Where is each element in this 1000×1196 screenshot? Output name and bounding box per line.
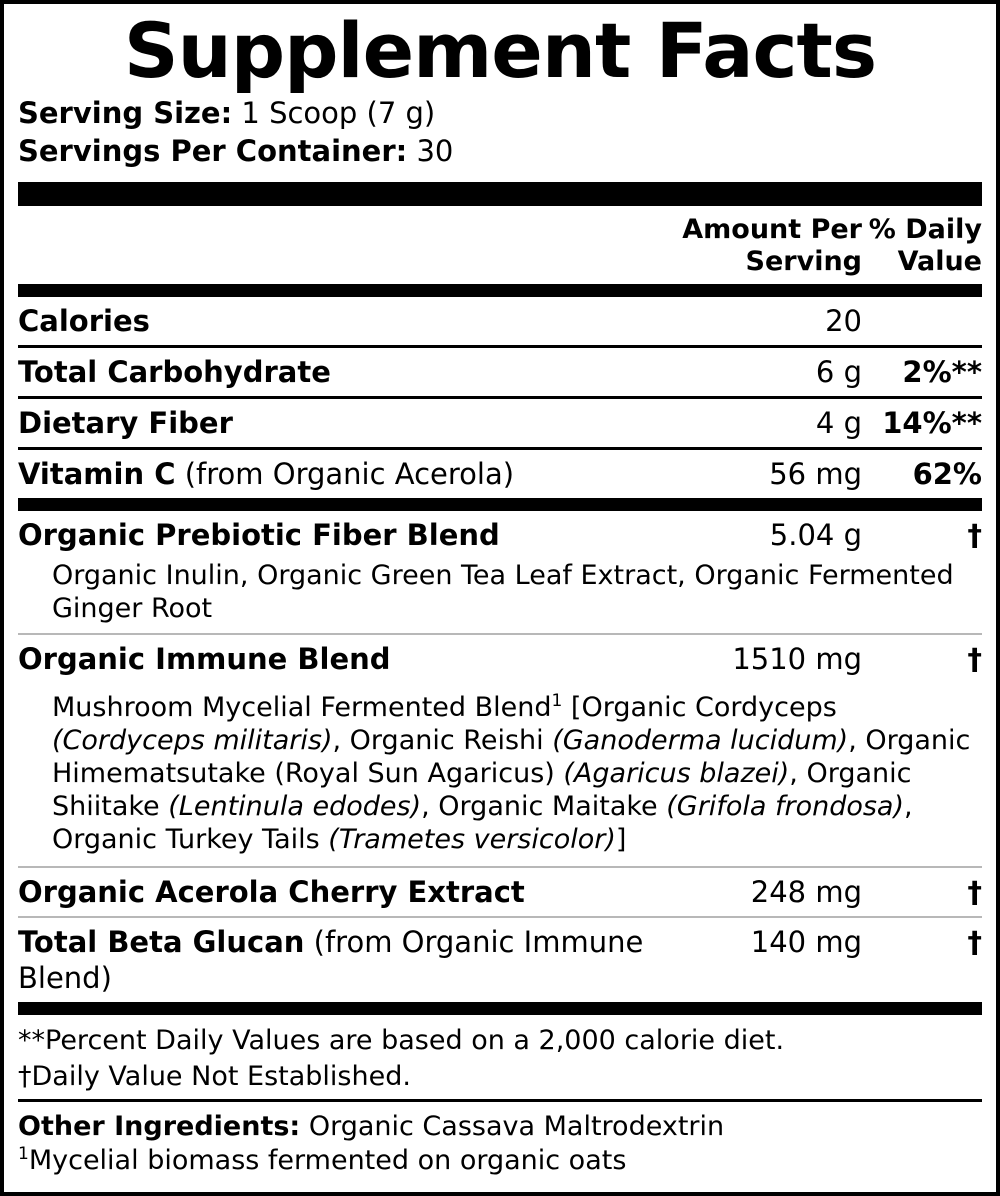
row-amount: 20 xyxy=(825,304,862,338)
nutrition-header-table xyxy=(18,206,982,284)
row-name: Organic Immune Blend xyxy=(18,642,391,676)
divider-thick-top xyxy=(18,182,982,206)
row-daily-value: 14%** xyxy=(882,406,982,440)
other-ingredients xyxy=(18,1102,982,1144)
oats-footnote xyxy=(18,1144,982,1178)
servings-per-container-label: Servings Per Container: xyxy=(18,134,408,168)
table-row xyxy=(18,868,982,916)
blend-table-prebiotic xyxy=(18,511,982,559)
row-amount: 248 mg xyxy=(750,875,862,909)
row-daily-value: † xyxy=(967,518,982,552)
nutrition-rows-table xyxy=(18,297,982,345)
row-name: Vitamin C (from Organic Acerola) xyxy=(18,457,515,491)
row-name: Total Beta Glucan (from Organic Immune Blend) xyxy=(18,925,644,995)
divider-med-3 xyxy=(18,1002,982,1015)
other-ingredients-value: Organic Cassava Maltrodextrin xyxy=(308,1111,725,1142)
servings-per-container-line xyxy=(18,132,982,170)
table-row xyxy=(18,297,982,345)
table-row xyxy=(18,511,982,559)
row-amount: 1510 mg xyxy=(732,642,862,676)
row-name: Organic Prebiotic Fiber Blend xyxy=(18,518,500,552)
divider-med-1 xyxy=(18,284,982,297)
header-spacer xyxy=(18,206,672,284)
blend-table-beta-glucan xyxy=(18,918,982,1002)
footnote-marker-1: 1 xyxy=(551,691,563,711)
immune-blend-description: Mushroom Mycelial Fermented Blend$^1$ [Organic Cordyceps (Cordyceps militaris), Organic Reishi (Ganoderma lucidum), Organic Himematsutake (Royal Sun Agaricus) (Agaricus blazei), Organic Shiitake (Lentinula edodes), Organic Maitake (Grifola frondosa), Organic Turkey Tails (Trametes versicolor)] xyxy=(52,691,971,855)
row-name: Dietary Fiber xyxy=(18,406,233,440)
nutrition-rows-table-2 xyxy=(18,348,982,396)
table-row xyxy=(18,399,982,447)
row-amount: 6 g xyxy=(815,355,862,389)
column-header-row xyxy=(18,206,982,284)
serving-size-value: 1 Scoop (7 g) xyxy=(241,96,436,130)
row-name: Calories xyxy=(18,304,150,338)
footnote-marker-1-ref: 1 xyxy=(18,1144,29,1164)
footnote-percent-dv: **Percent Daily Values are based on a 2,000 calorie diet. xyxy=(18,1025,785,1056)
row-name: Total Carbohydrate xyxy=(18,355,331,389)
blend-table-immune xyxy=(18,635,982,683)
row-daily-value: † xyxy=(967,925,982,959)
row-amount: 56 mg xyxy=(769,457,862,491)
row-name: Organic Acerola Cherry Extract xyxy=(18,875,525,909)
table-row xyxy=(18,348,982,396)
page-title: Supplement Facts xyxy=(123,6,877,95)
other-ingredients-label: Other Ingredients: xyxy=(18,1111,301,1142)
immune-blend-prefix: Mushroom Mycelial Fermented Blend xyxy=(52,692,552,723)
row-amount: 5.04 g xyxy=(769,518,862,552)
serving-size-label: Serving Size: xyxy=(18,96,233,130)
header-amount-per-serving: Amount Per Serving xyxy=(682,214,862,277)
row-daily-value: 2%** xyxy=(902,355,982,389)
divider-med-2 xyxy=(18,498,982,511)
blend-description: Organic Inulin, Organic Green Tea Leaf Extract, Organic Fermented Ginger Root xyxy=(52,560,954,624)
nutrition-rows-table-4 xyxy=(18,450,982,498)
nutrition-rows-table-3 xyxy=(18,399,982,447)
table-row xyxy=(18,450,982,498)
table-row xyxy=(18,635,982,683)
serving-size-line xyxy=(18,94,982,132)
row-amount: 4 g xyxy=(815,406,862,440)
table-row xyxy=(18,918,982,1002)
row-daily-value: † xyxy=(967,642,982,676)
row-daily-value: 62% xyxy=(912,457,982,491)
header-daily-value: % Daily Value xyxy=(868,214,982,277)
footnotes xyxy=(18,1015,982,1099)
row-amount: 140 mg xyxy=(750,925,862,959)
blend-table-acerola xyxy=(18,868,982,916)
servings-per-container-value: 30 xyxy=(416,134,454,168)
row-daily-value: † xyxy=(967,875,982,909)
oats-footnote-text: Mycelial biomass fermented on organic oats xyxy=(28,1145,627,1176)
footnote-dv-not-established: †Daily Value Not Established. xyxy=(18,1061,411,1092)
row-daily-value xyxy=(862,297,982,345)
